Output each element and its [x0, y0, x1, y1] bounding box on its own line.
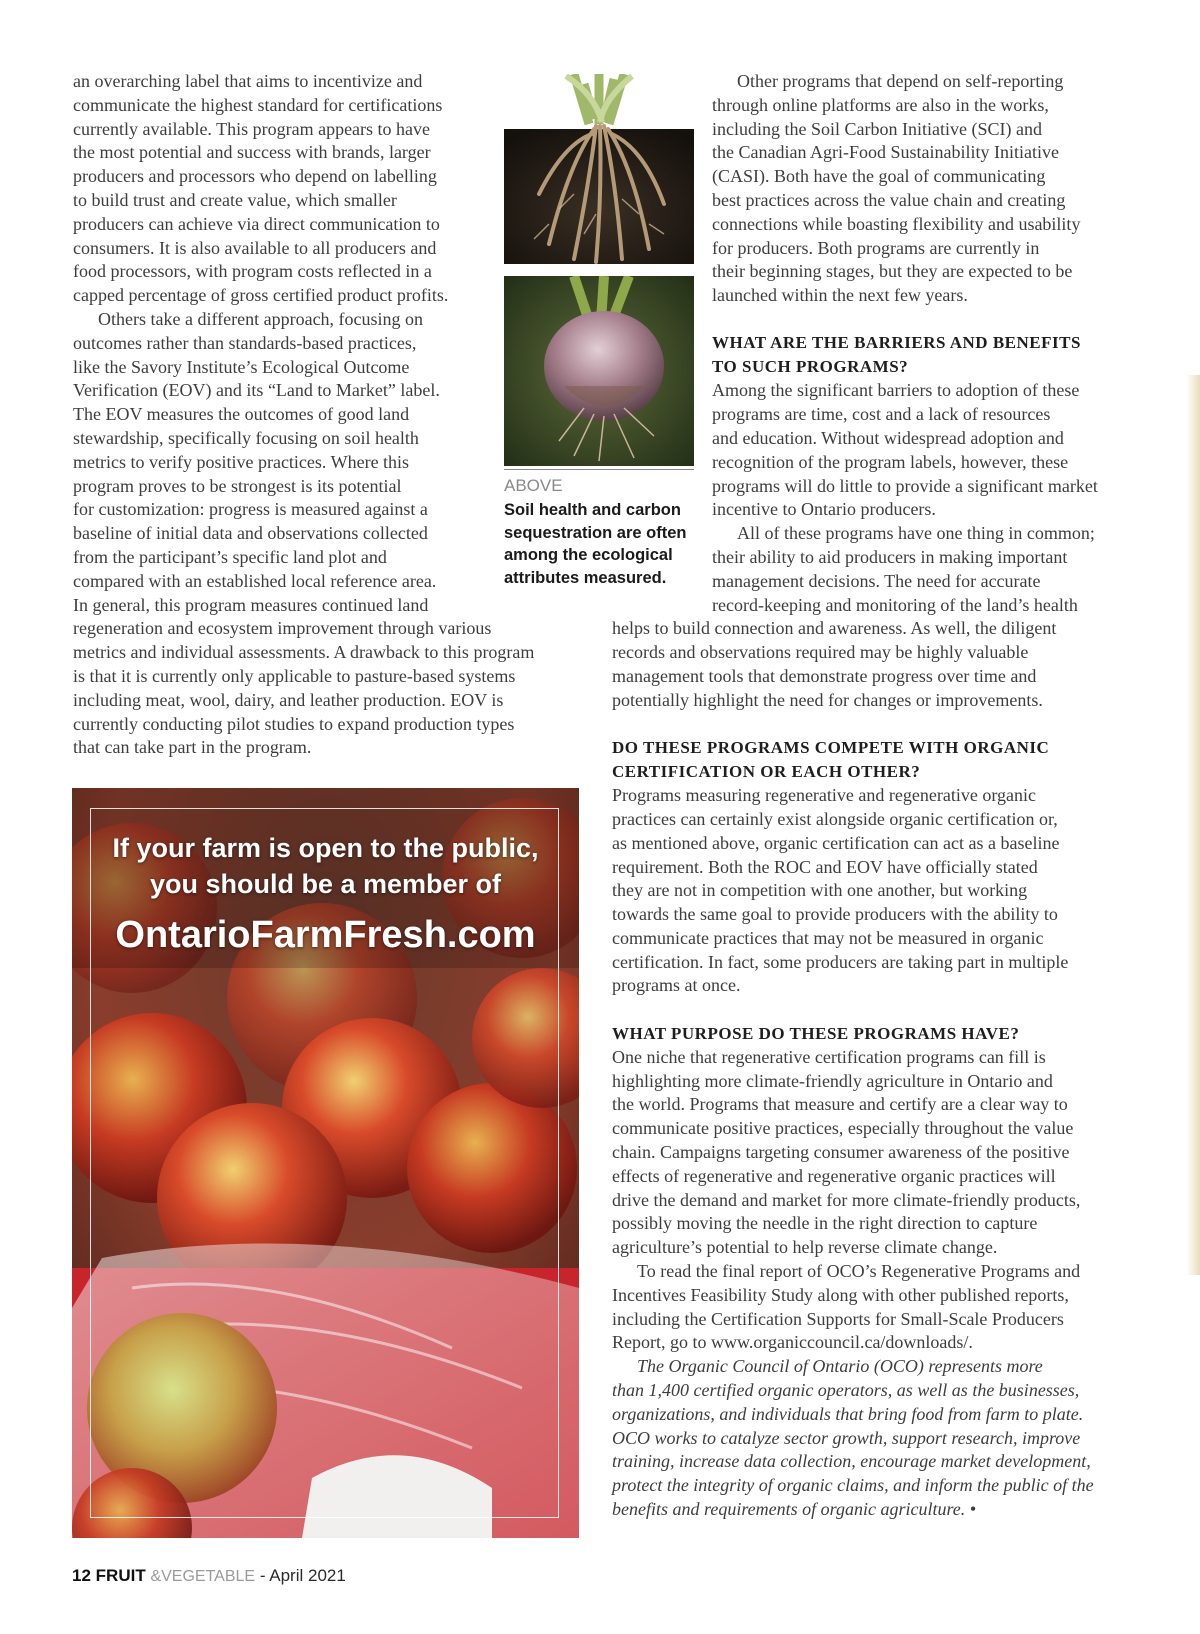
text-line: and education. Without widespread adoption and [712, 428, 1064, 448]
text-line: stewardship, specifically focusing on soil health [73, 428, 419, 448]
text-line: agriculture’s potential to help reverse climate change. [612, 1237, 998, 1257]
text-line: an overarching label that aims to incentivize and [73, 71, 423, 91]
text-line: capped percentage of gross certified product profits. [73, 285, 449, 305]
section-heading: WHAT ARE THE BARRIERS AND BENEFITS [712, 333, 1081, 352]
text-line: program proves to be strongest is its potential [73, 476, 402, 496]
text-line: is that it is currently only applicable to pasture-based systems [73, 666, 516, 686]
text-line: Others take a different approach, focusing on [98, 309, 424, 329]
text-line: (CASI). Both have the goal of communicating [712, 166, 1046, 186]
text-line: possibly moving the needle in the right direction to capture [612, 1213, 1038, 1233]
text-line: Programs measuring regenerative and regenerative organic [612, 785, 1036, 805]
text-line: organizations, and individuals that bring food from farm to plate. [612, 1404, 1084, 1424]
text-line: The Organic Council of Ontario (OCO) represents more [637, 1356, 1043, 1376]
text-line: records and observations required may be highly valuable [612, 642, 1029, 662]
magazine-name-fruit: FRUIT [95, 1566, 146, 1585]
text-line: potentially highlight the need for changes or improvements. [612, 690, 1043, 710]
text-line: metrics to verify positive practices. Where this [73, 452, 410, 472]
text-line: for producers. Both programs are currently in [712, 238, 1040, 258]
text-line: their ability to aid producers in making important [712, 547, 1068, 567]
page-number: 12 [72, 1566, 91, 1585]
text-line: Other programs that depend on self-reporting [737, 71, 1064, 91]
photo-caption: Soil health and carbon sequestration are often among the ecological attributes measured. [504, 501, 687, 587]
text-line: regeneration and ecosystem improvement through various [73, 618, 492, 638]
text-line: Report, go to www.organiccouncil.ca/downloads/. [612, 1332, 973, 1352]
text-line: requirement. Both the ROC and EOV have officially stated [612, 857, 1038, 877]
text-line: their beginning stages, but they are expected to be [712, 261, 1073, 281]
text-line: Incentives Feasibility Study along with other published reports, [612, 1285, 1069, 1305]
text-line: launched within the next few years. [712, 285, 968, 305]
text-line: drive the demand and market for more climate-friendly products, [612, 1190, 1081, 1210]
caption-label: ABOVE [504, 476, 563, 495]
text-line: baseline of initial data and observations collected [73, 523, 428, 543]
text-line: outcomes rather than standards-based practices, [73, 333, 417, 353]
text-line: connections while boasting flexibility and usability [712, 214, 1081, 234]
text-line: including meat, wool, dairy, and leather production. EOV is [73, 690, 504, 710]
ontario-farm-fresh-ad[interactable] [72, 788, 579, 1538]
text-line: including the Soil Carbon Initiative (SCI) and [712, 119, 1042, 139]
page-footer [72, 1566, 346, 1586]
text-line: effects of regenerative and regenerative organic practices will [612, 1166, 1056, 1186]
text-line: benefits and requirements of organic agriculture. • [612, 1499, 977, 1519]
text-line: Verification (EOV) and its “Land to Market” label. [73, 380, 440, 400]
text-line: helps to build connection and awareness. As well, the diligent [612, 618, 1057, 638]
text-line: communicate practices that may not be measured in organic [612, 928, 1044, 948]
text-line: management tools that demonstrate progress over time and [612, 666, 1037, 686]
roots-photo [504, 74, 694, 264]
text-line: compared with an established local reference area. [73, 571, 437, 591]
text-line: the world. Programs that measure and certify are a clear way to [612, 1094, 1068, 1114]
text-line: as mentioned above, organic certification can act as a baseline [612, 833, 1060, 853]
text-line: to build trust and create value, which smaller [73, 190, 397, 210]
text-line: the most potential and success with brands, larger [73, 142, 431, 162]
section-heading: DO THESE PROGRAMS COMPETE WITH ORGANIC [612, 738, 1050, 757]
text-line: communicate positive practices, especially throughout the value [612, 1118, 1074, 1138]
text-line: All of these programs have one thing in common; [737, 523, 1095, 543]
text-line: programs will do little to provide a significant market [712, 476, 1098, 496]
text-line: towards the same goal to provide producers with the ability to [612, 904, 1058, 924]
text-line: consumers. It is also available to all producers and [73, 238, 437, 258]
text-line: practices can certainly exist alongside organic certification or, [612, 809, 1058, 829]
text-line: incentive to Ontario producers. [712, 499, 936, 519]
section-heading: TO SUCH PROGRAMS? [712, 357, 909, 376]
text-line: producers and processors who depend on labelling [73, 166, 437, 186]
ad-website-link[interactable]: OntarioFarmFresh.com [115, 914, 536, 956]
text-line: currently conducting pilot studies to expand production types [73, 714, 515, 734]
text-line: certification. In fact, some producers are taking part in multiple [612, 952, 1069, 972]
text-line: record-keeping and monitoring of the land’s health [712, 595, 1078, 615]
text-line: In general, this program measures continued land [73, 595, 429, 615]
text-line: best practices across the value chain and creating [712, 190, 1066, 210]
text-line: food processors, with program costs reflected in a [73, 261, 432, 281]
text-line: producers can achieve via direct communication to [73, 214, 440, 234]
turnip-photo [504, 276, 694, 466]
text-line: highlighting more climate-friendly agriculture in Ontario and [612, 1071, 1053, 1091]
text-line: that can take part in the program. [73, 737, 312, 757]
text-line: management decisions. The need for accurate [712, 571, 1041, 591]
section-heading: WHAT PURPOSE DO THESE PROGRAMS HAVE? [612, 1024, 1020, 1043]
text-line: To read the final report of OCO’s Regenerative Programs and [637, 1261, 1081, 1281]
text-line: One niche that regenerative certification programs can fill is [612, 1047, 1046, 1067]
text-line: programs are time, cost and a lack of resources [712, 404, 1051, 424]
text-line: recognition of the program labels, however, these [712, 452, 1069, 472]
text-line: through online platforms are also in the works, [712, 95, 1049, 115]
text-line: including the Certification Supports for Small-Scale Producers [612, 1309, 1064, 1329]
text-line: protect the integrity of organic claims, and inform the public of the [612, 1475, 1094, 1495]
magazine-name-vegetable: &VEGETABLE [150, 1568, 256, 1585]
text-line: chain. Campaigns targeting consumer awareness of the positive [612, 1142, 1070, 1162]
text-line: currently available. This program appears to have [73, 119, 431, 139]
issue-date: - April 2021 [259, 1566, 346, 1585]
text-line: communicate the highest standard for certifications [73, 95, 443, 115]
text-line: programs at once. [612, 975, 741, 995]
text-line: the Canadian Agri-Food Sustainability Initiative [712, 142, 1059, 162]
caption-rule [504, 469, 694, 470]
text-line: like the Savory Institute’s Ecological Outcome [73, 357, 410, 377]
section-heading: CERTIFICATION OR EACH OTHER? [612, 762, 921, 781]
text-line: they are not in competition with one another, but working [612, 880, 1028, 900]
ad-headline-line1: If your farm is open to the public, [112, 833, 539, 863]
text-line: for customization: progress is measured against a [73, 499, 428, 519]
text-line: OCO works to catalyze sector growth, support research, improve [612, 1428, 1081, 1448]
text-line: than 1,400 certified organic operators, as well as the businesses, [612, 1380, 1080, 1400]
page-edge-shadow [1186, 375, 1200, 1275]
text-line: Among the significant barriers to adoption of these [712, 380, 1080, 400]
text-line: The EOV measures the outcomes of good land [73, 404, 410, 424]
ad-headline-line2: you should be a member of [149, 869, 502, 899]
text-line: metrics and individual assessments. A drawback to this program [73, 642, 535, 662]
text-line: from the participant’s specific land plot and [73, 547, 387, 567]
text-line: training, increase data collection, encourage market development, [612, 1451, 1091, 1471]
